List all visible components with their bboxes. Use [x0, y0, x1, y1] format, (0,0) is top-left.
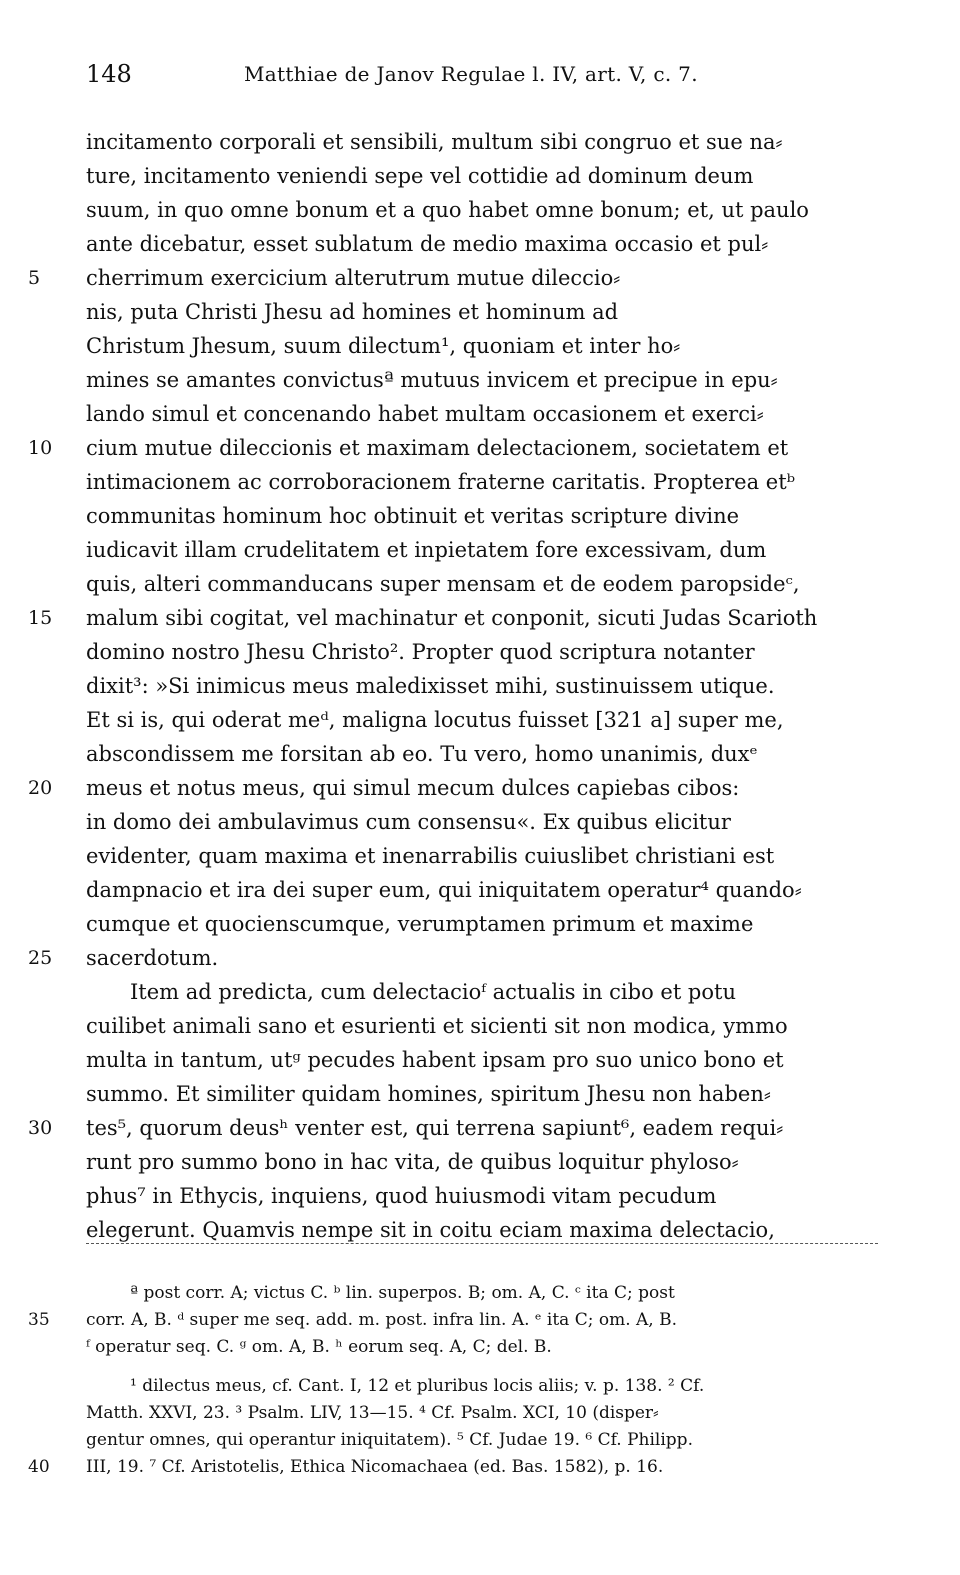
body-line: communitas hominum hoc obtinuit et veritas scripture divine — [86, 504, 740, 528]
body-line: Item ad predicta, cum delectacioᶠ actualis in cibo et potu — [130, 980, 736, 1004]
body-line: meus et notus meus, qui simul mecum dulces capiebas cibos: — [86, 776, 740, 800]
body-line: ture, incitamento veniendi sepe vel cottidie ad dominum deum — [86, 164, 754, 188]
body-line: runt pro summo bono in hac vita, de quibus loquitur phyloso⸗ — [86, 1150, 739, 1174]
body-line: domino nostro Jhesu Christo². Propter quod scriptura notanter — [86, 640, 755, 664]
line-number: 35 — [28, 1310, 50, 1330]
apparatus-note-line: ᶠ operatur seq. C. ᵍ om. A, B. ʰ eorum seq. A, C; del. B. — [86, 1337, 552, 1357]
body-line: evidenter, quam maxima et inenarrabilis cuiuslibet christiani est — [86, 844, 775, 868]
body-line: quis, alteri commanducans super mensam et de eodem paropsideᶜ, — [86, 572, 800, 596]
apparatus-note-line: ª post corr. A; victus C. ᵇ lin. superpos. B; om. A, C. ᶜ ita C; post — [130, 1283, 675, 1303]
body-line: dixit³: »Si inimicus meus maledixisset mihi, sustinuissem utique. — [86, 674, 775, 698]
source-note-line: III, 19. ⁷ Cf. Aristotelis, Ethica Nicomachaea (ed. Bas. 1582), p. 16. — [86, 1457, 664, 1477]
running-title: Matthiae de Janov Regulae l. IV, art. V, c. 7. — [244, 62, 698, 86]
body-line: Et si is, qui oderat meᵈ, maligna locutus fuisset [321 a] super me, — [86, 708, 784, 732]
body-line: malum sibi cogitat, vel machinatur et conponit, sicuti Judas Scarioth — [86, 606, 818, 630]
body-line: ante dicebatur, esset sublatum de medio maxima occasio et pul⸗ — [86, 232, 769, 256]
line-number: 5 — [28, 267, 41, 289]
line-number: 15 — [28, 607, 53, 629]
body-line: sacerdotum. — [86, 946, 219, 970]
body-line: cumque et quocienscumque, verumptamen primum et maxime — [86, 912, 754, 936]
body-line: cherrimum exercicium alterutrum mutue dileccio⸗ — [86, 266, 621, 290]
body-line: multa in tantum, utᵍ pecudes habent ipsam pro suo unico bono et — [86, 1048, 784, 1072]
apparatus-note-line: corr. A, B. ᵈ super me seq. add. m. post. infra lin. A. ᵉ ita C; om. A, B. — [86, 1310, 677, 1330]
line-number: 25 — [28, 947, 53, 969]
body-line: cium mutue dileccionis et maximam delectacionem, societatem et — [86, 436, 789, 460]
body-line: cuilibet animali sano et esurienti et sicienti sit non modica, ymmo — [86, 1014, 788, 1038]
line-number: 20 — [28, 777, 53, 799]
footnote-divider — [86, 1243, 878, 1244]
body-line: tes⁵, quorum deusʰ venter est, qui terrena sapiunt⁶, eadem requi⸗ — [86, 1116, 784, 1140]
body-line: in domo dei ambulavimus cum consensu«. Ex quibus elicitur — [86, 810, 731, 834]
body-line: iudicavit illam crudelitatem et inpietatem fore excessivam, dum — [86, 538, 767, 562]
body-line: lando simul et concenando habet multam occasionem et exerci⸗ — [86, 402, 764, 426]
body-line: suum, in quo omne bonum et a quo habet omne bonum; et, ut paulo — [86, 198, 809, 222]
line-number: 10 — [28, 437, 53, 459]
source-note-line: gentur omnes, qui operantur iniquitatem). ⁵ Cf. Judae 19. ⁶ Cf. Philipp. — [86, 1430, 693, 1450]
body-line: abscondissem me forsitan ab eo. Tu vero, homo unanimis, duxᵉ — [86, 742, 758, 766]
body-line: nis, puta Christi Jhesu ad homines et hominum ad — [86, 300, 619, 324]
line-number: 40 — [28, 1457, 50, 1477]
body-line: intimacionem ac corroboracionem fraterne caritatis. Propterea etᵇ — [86, 470, 796, 494]
source-note-line: ¹ dilectus meus, cf. Cant. I, 12 et pluribus locis aliis; v. p. 138. ² Cf. — [130, 1376, 705, 1396]
line-number: 30 — [28, 1117, 53, 1139]
body-line: elegerunt. Quamvis nempe sit in coitu eciam maxima delectacio, — [86, 1218, 775, 1242]
source-note-line: Matth. XXVI, 23. ³ Psalm. LIV, 13—15. ⁴ Cf. Psalm. XCI, 10 (disper⸗ — [86, 1403, 659, 1423]
page-header — [86, 60, 876, 100]
body-line: phus⁷ in Ethycis, inquiens, quod huiusmodi vitam pecudum — [86, 1184, 717, 1208]
body-line: summo. Et similiter quidam homines, spiritum Jhesu non haben⸗ — [86, 1082, 771, 1106]
body-line: mines se amantes convictusª mutuus invicem et precipue in epu⸗ — [86, 368, 778, 392]
body-line: dampnacio et ira dei super eum, qui iniquitatem operatur⁴ quando⸗ — [86, 878, 802, 902]
page-number: 148 — [86, 60, 132, 88]
body-line: incitamento corporali et sensibili, multum sibi congruo et sue na⸗ — [86, 130, 783, 154]
body-line: Christum Jhesum, suum dilectum¹, quoniam et inter ho⸗ — [86, 334, 681, 358]
